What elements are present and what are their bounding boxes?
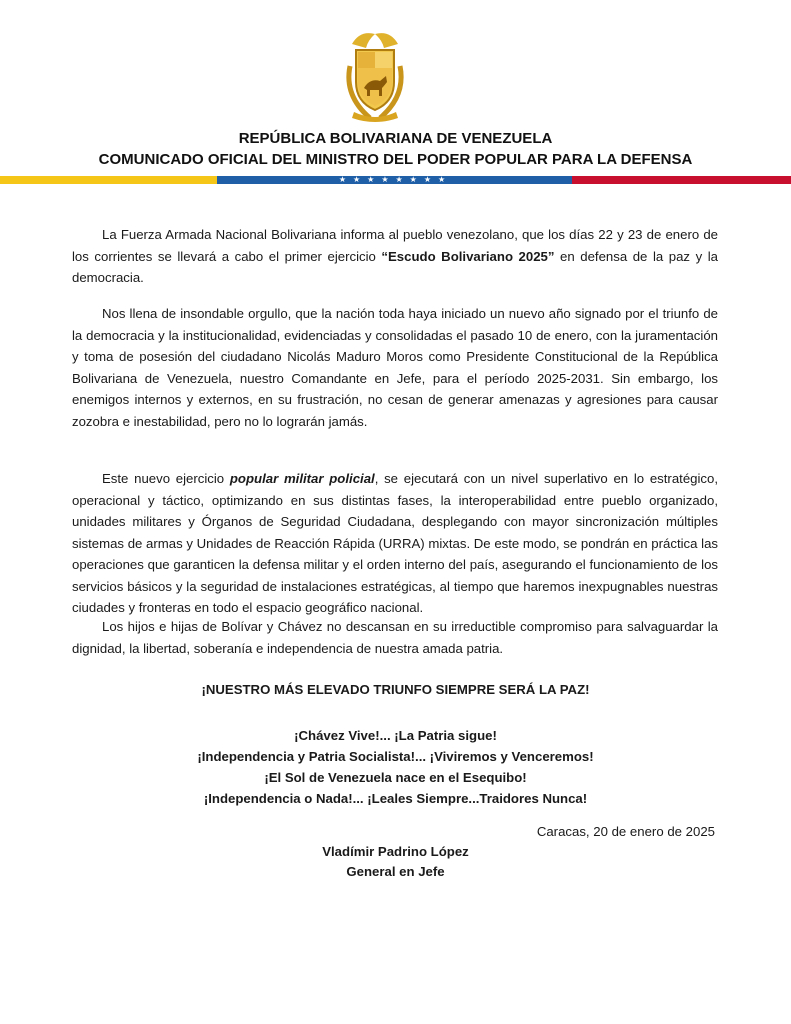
paragraph-2 bbox=[72, 303, 718, 432]
flag-stars: ★★★★★★★★ bbox=[338, 175, 453, 184]
document-subtitle: COMUNICADO OFICIAL DEL MINISTRO DEL PODER POPULAR PARA LA DEFENSA bbox=[98, 151, 693, 168]
paragraph-3-text-a: Este nuevo ejercicio bbox=[102, 471, 230, 486]
paragraph-4-text: Los hijos e hijas de Bolívar y Chávez no descansan en su irreductible compromiso para salvaguardar la dignidad, la libertad, soberanía e independencia de nuestra amada patria. bbox=[72, 619, 718, 656]
signature-block bbox=[0, 842, 791, 882]
slogan: ¡NUESTRO MÁS ELEVADO TRIUNFO SIEMPRE SERÁ LA PAZ! bbox=[201, 682, 590, 697]
paragraph-3 bbox=[72, 468, 718, 619]
paragraph-4 bbox=[72, 616, 718, 659]
paragraph-3-text-b: , se ejecutará con un nivel superlativo en lo estratégico, operacional y táctico, optimizando en sus distintas fases, la interoperabilidad entre pueblo organizado, unidades militares y Órganos de Seguridad Ciudadana, desplegando con mayor sincronización múltiples sistemas de armas y Unidades de Reacción Rápida (URRA) mixtas. De este modo, se pondrán en práctica las operaciones que garanticen la defensa militar y el orden interno del país, asegurando el funcionamiento de los servicios básicos y la seguridad de instalaciones estratégicas, al tiempo que haremos inexpugnables nuestras ciudades y fronteras en todo el espacio geográfico nacional. bbox=[72, 471, 719, 615]
paragraph-2-text: Nos llena de insondable orgullo, que la nación toda haya iniciado un nuevo año signado por el triunfo de la democracia y la institucionalidad, evidenciadas y consolidadas el pasado 10 de enero, con la juramentación y toma de posesión del ciudadano Nicolás Maduro Moros como Presidente Constitucional de la República Bolivariana de Venezuela, nuestro Comandante en Jefe, para el período 2025-2031. Sin embargo, los enemigos internos y externos, en su frustración, no cesan de generar amenazas y agresiones para causar zozobra e inestabilidad, pero no lo lograrán jamás. bbox=[72, 306, 718, 429]
cheer-line: ¡Independencia y Patria Socialista!... ¡Viviremos y Venceremos! bbox=[197, 749, 594, 764]
cheer-line: ¡Independencia o Nada!... ¡Leales Siempre...Traidores Nunca! bbox=[203, 791, 588, 806]
coat-of-arms-emblem bbox=[340, 26, 410, 126]
cheers-block bbox=[0, 725, 791, 809]
cheer-line: ¡Chávez Vive!... ¡La Patria sigue! bbox=[294, 728, 497, 743]
paragraph-1 bbox=[72, 224, 718, 289]
cheer-line: ¡El Sol de Venezuela nace en el Esequibo! bbox=[264, 770, 527, 785]
emphasis-text: popular militar policial bbox=[229, 471, 375, 486]
paragraph-1-text-b: en defensa de la paz y la democracia. bbox=[72, 248, 718, 285]
paragraph-1-text-a: La Fuerza Armada Nacional Bolivariana informa al pueblo venezolano, que los días 22 y 23 de enero de los corrientes se llevará a cabo el primer ejercicio bbox=[72, 227, 718, 264]
document-title: REPÚBLICA BOLIVARIANA DE VENEZUELA bbox=[238, 130, 553, 147]
signatory-rank: General en Jefe bbox=[346, 864, 445, 879]
exercise-name: “Escudo Bolivariano 2025” bbox=[381, 248, 555, 264]
date-line: Caracas, 20 de enero de 2025 bbox=[536, 824, 715, 839]
signatory-name: Vladímir Padrino López bbox=[322, 844, 469, 859]
